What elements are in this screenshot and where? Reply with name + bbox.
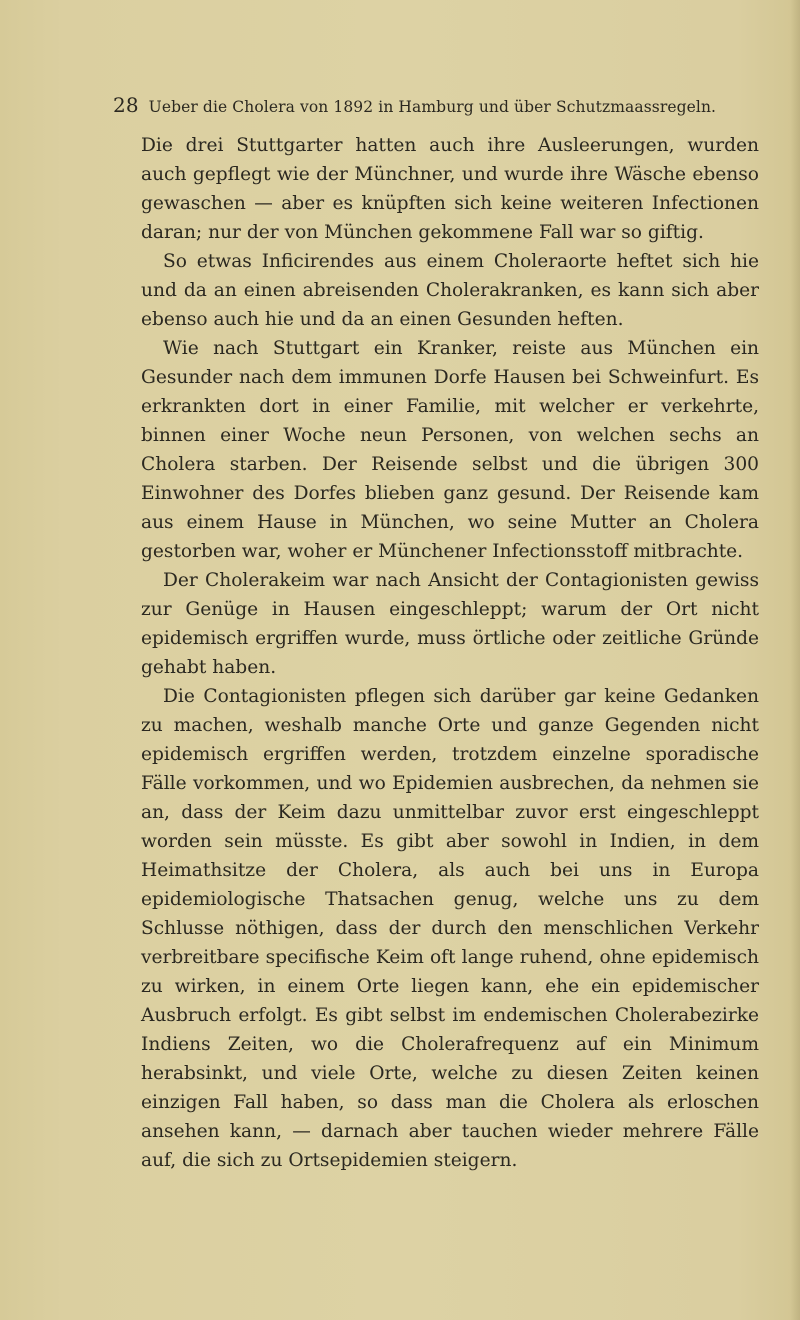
paragraph: Die Contagionisten pflegen sich darüber gar keine Gedanken zu machen, weshalb manche Orte und ganze Gegenden nicht epidemisch ergriffen werden, trotzdem einzelne sporadische Fälle vorkommen, und wo Epidemien ausbrechen, da nehmen sie an, dass der Keim dazu unmittelbar zuvor erst eingeschleppt worden sein müsste. Es gibt aber sowohl in Indien, in dem Heimathsitze der Cholera, als auch bei uns in Europa epidemiologische Thatsachen genug, welche uns zu dem Schlusse nöthigen, dass der durch den menschlichen Verkehr verbreitbare specifische Keim oft lange ruhend, ohne epidemisch zu wirken, in einem Orte liegen kann, ehe ein epidemischer Ausbruch erfolgt. Es gibt selbst im endemischen Cholerabezirke Indiens Zeiten, wo die Cholerafrequenz auf ein Minimum herabsinkt, und viele Orte, welche zu diesen Zeiten keinen einzigen Fall haben, so dass man die Cholera als erloschen ansehen kann, — darnach aber tauchen wieder mehrere Fälle auf, die sich zu Ortsepidemien steigern. [141,686,759,1171]
running-header [113,93,753,117]
page-edge-shadow [790,0,800,1320]
page-number: 28 [113,93,139,117]
paragraph: So etwas Inficirendes aus einem Choleraorte heftet sich hie und da an einen abreisenden Cholerakranken, es kann sich aber ebenso auch hie und da an einen Gesunden heften. [141,251,759,330]
running-title: Ueber die Cholera von 1892 in Hamburg und über Schutzmaassregeln. [148,98,717,116]
paragraph: Der Cholerakeim war nach Ansicht der Contagionisten gewiss zur Genüge in Hausen eingeschleppt; warum der Ort nicht epidemisch ergriffen wurde, muss örtliche oder zeitliche Gründe gehabt haben. [141,570,759,678]
paragraph: Die drei Stuttgarter hatten auch ihre Ausleerungen, wurden auch gepflegt wie der Münchner, und wurde ihre Wäsche ebenso gewaschen — aber es knüpften sich keine weiteren Infectionen daran; nur der von München gekommene Fall war so giftig. [141,135,759,243]
paragraph: Wie nach Stuttgart ein Kranker, reiste aus München ein Gesunder nach dem immunen Dorfe Hausen bei Schweinfurt. Es erkrankten dort in einer Familie, mit welcher er verkehrte, binnen einer Woche neun Personen, von welchen sechs an Cholera starben. Der Reisende selbst und die übrigen 300 Einwohner des Dorfes blieben ganz gesund. Der Reisende kam aus einem Hause in München, wo seine Mutter an Cholera gestorben war, woher er Münchener Infectionsstoff mitbrachte. [141,338,759,562]
body-text [141,131,759,1175]
